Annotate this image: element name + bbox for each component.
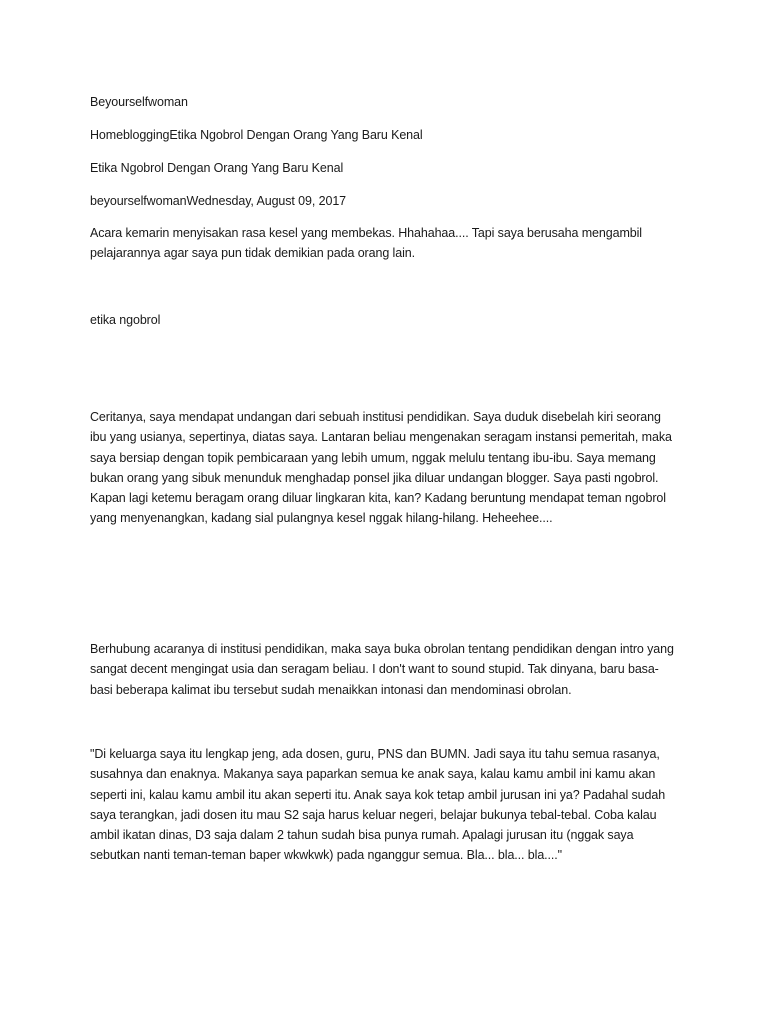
paragraph-quote: "Di keluarga saya itu lengkap jeng, ada dosen, guru, PNS dan BUMN. Jadi saya itu tahu semua rasanya, susahnya dan enaknya. Makanya saya paparkan semua ke anak saya, kalau kamu ambil ini kamu akan seperti ini, kalau kamu ambil itu akan seperti itu. Anak saya kok tetap ambil jurusan ini ya? Padahal sudah saya terangkan, jadi dosen itu mau S2 saja harus keluar negeri, belajar bukunya tebal-tebal. Coba kalau ambil ikatan dinas, D3 saja dalam 2 tahun sudah bisa punya rumah. Apalagi jurusan itu (nggak saya sebutkan nanti teman-teman baper wkwkwk) pada nganggur semua. Bla... bla... bla...." [90, 747, 666, 863]
paragraph-intro: Acara kemarin menyisakan rasa kesel yang membekas. Hhahahaa.... Tapi saya berusaha mengambil pelajarannya agar saya pun tidak demikian pada orang lain. [90, 226, 642, 261]
paragraph-conversation: Berhubung acaranya di institusi pendidikan, maka saya buka obrolan tentang pendidikan dengan intro yang sangat decent mengingat usia dan seragam beliau. I don't want to sound stupid. Tak dinyana, baru basa-basi beberapa kalimat ibu tersebut sudah menaikkan intonasi dan mendominasi obrolan. [90, 642, 674, 697]
image-caption: etika ngobrol [90, 313, 161, 327]
breadcrumb: HomebloggingEtika Ngobrol Dengan Orang Yang Baru Kenal [90, 128, 423, 142]
post-meta: beyourselfwomanWednesday, August 09, 2017 [90, 194, 347, 208]
site-name: Beyourselfwoman [90, 95, 188, 109]
paragraph-story: Ceritanya, saya mendapat undangan dari sebuah institusi pendidikan. Saya duduk disebelah kiri seorang ibu yang usianya, sepertinya, diatas saya. Lantaran beliau mengenakan seragam instansi pemeritah, maka saya bersiap dengan topik pembicaraan yang lebih umum, nggak melulu tentang ibu-ibu. Saya memang bukan orang yang sibuk menunduk menghadap ponsel jika diluar undangan blogger. Saya pasti ngobrol. Kapan lagi ketemu beragam orang diluar lingkaran kita, kan? Kadang beruntung mendapat teman ngobrol yang menyenangkan, kadang sial pulangnya kesel nggak hilang-hilang. Heheehee.... [90, 410, 672, 526]
post-title: Etika Ngobrol Dengan Orang Yang Baru Kenal [90, 161, 344, 175]
